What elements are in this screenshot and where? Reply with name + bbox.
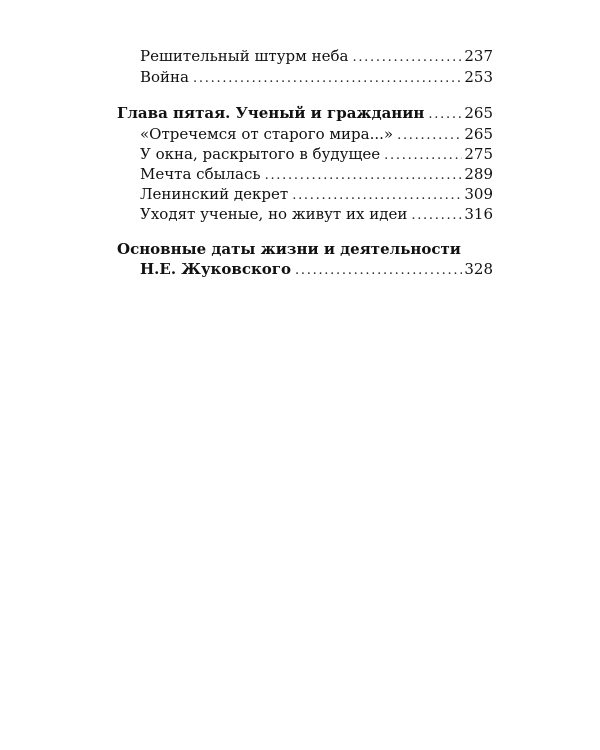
toc-entry-page: 328 [464,260,493,278]
toc-entry [140,204,493,224]
toc-entry-page: 316 [464,205,493,223]
leader-dots [397,126,462,146]
toc-entry [140,259,493,279]
toc-entry-page: 275 [464,145,493,163]
toc-chapter-heading [117,103,493,123]
appendix-heading: Основные даты жизни и деятельности [117,240,461,258]
toc-entry-title: У окна, раскрытого в будущее [140,145,381,163]
chapter-title: Глава пятая. Ученый и гражданин [117,104,425,122]
chapter-page: 265 [464,104,493,122]
leader-dots [411,206,462,226]
toc-entry-page: 253 [464,68,493,86]
leader-dots [265,166,463,186]
toc-entry [140,46,493,66]
toc-entry [140,67,493,87]
toc-entry [140,164,493,184]
toc-entry-title: Уходят ученые, но живут их идеи [140,205,408,223]
toc-entry-page: 309 [464,185,493,203]
toc-entry-title: Н.Е. Жуковского [140,260,291,278]
toc-entry-title: «Отречемся от старого мира...» [140,125,394,143]
toc-entry [140,124,493,144]
toc-entry [140,144,493,164]
toc-entry-page: 289 [464,165,493,183]
leader-dots [295,261,462,281]
toc-entry-title: Мечта сбылась [140,165,261,183]
leader-dots [292,186,462,206]
toc-entry-title: Ленинский декрет [140,185,289,203]
leader-dots [384,146,462,166]
toc-entry-page: 237 [464,47,493,65]
toc-entry-page: 265 [464,125,493,143]
toc-entry-title: Война [140,68,189,86]
toc-entry-title: Решительный штурм неба [140,47,349,65]
leader-dots [193,69,462,89]
leader-dots [428,105,462,125]
toc-entry [140,184,493,204]
leader-dots [352,48,462,68]
